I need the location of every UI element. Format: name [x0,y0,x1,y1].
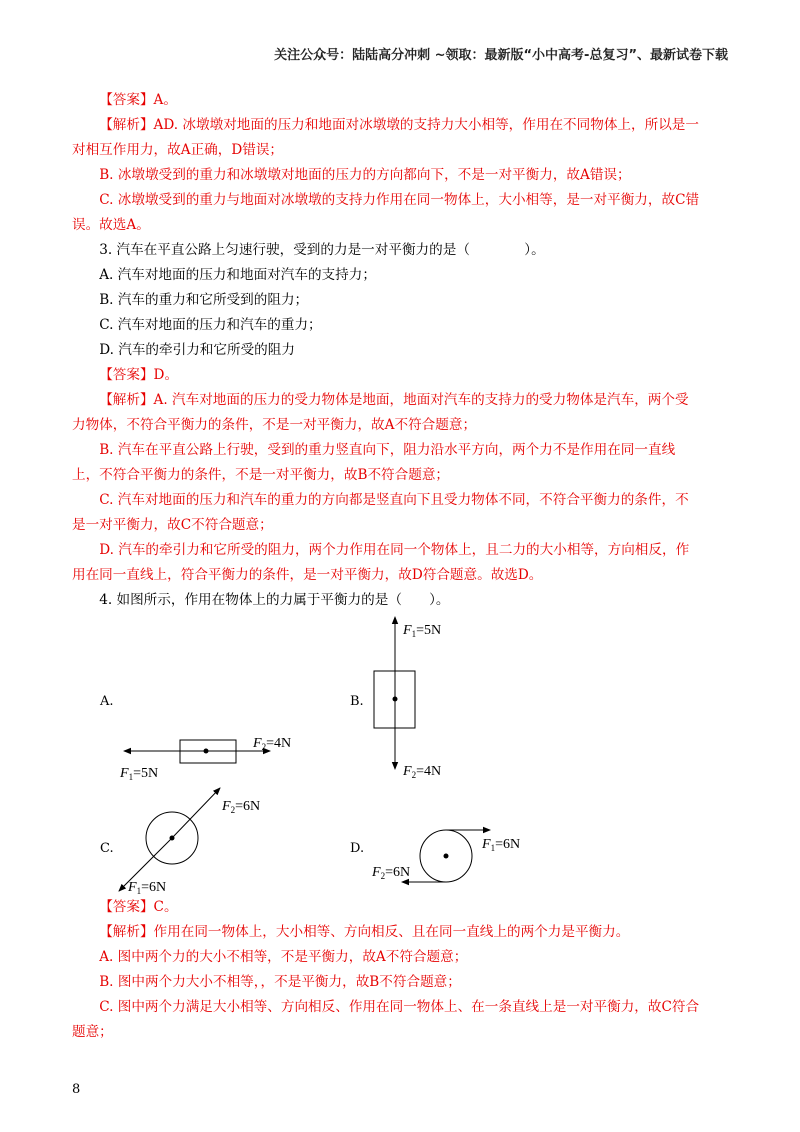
label-c-f2: $F_2=6N$ [222,799,261,815]
force-diagrams [72,613,728,895]
q3-analysis-line: 用在同一直线上，符合平衡力的条件，是一对平衡力，故D符合题意。故选D。 [72,567,543,583]
q3-stem: 3. 汽车在平直公路上匀速行驶，受到的力是一对平衡力的是（ ）。 [99,242,545,258]
q3-analysis-line: 【解析】A. 汽车对地面的压力的受力物体是地面，地面对汽车的支持力的受力物体是汽车，两个受 [99,392,689,408]
q3-option-d: D. 汽车的牵引力和它所受的阻力 [99,342,295,358]
q3-analysis-line: 力物体，不符合平衡力的条件，不是一对平衡力，故A不符合题意； [72,417,477,433]
q3-analysis-line: D. 汽车的牵引力和它所受的阻力，两个力作用在同一个物体上，且二力的大小相等，方向相反，作 [99,542,690,558]
q4-answer: 【答案】C。 [99,899,178,915]
label-c-f1: $F_1=6N$ [128,880,167,895]
q3-analysis-line: 是一对平衡力，故C不符合题意； [72,517,273,533]
option-b-label: B. [350,694,364,709]
label-b-f2: $F_2=4N$ [403,764,442,780]
q3-answer: 【答案】D。 [99,367,179,383]
option-c-label: C. [100,841,114,856]
q3-option-a: A. 汽车对地面的压力和地面对汽车的支持力； [99,267,376,283]
option-a-label: A. [100,694,114,709]
q2-answer: 【答案】A。 [99,92,177,108]
label-d-f2: $F_2=6N$ [372,865,411,881]
label-a-f1: $F_1=5N$ [120,766,159,782]
label-a-f2: $F_2=4N$ [253,736,292,752]
q4-stem: 4. 如图所示，作用在物体上的力属于平衡力的是（ ）。 [99,592,450,608]
q2-analysis-line: B. 冰墩墩受到的重力和冰墩墩对地面的压力的方向都向下，不是一对平衡力，故A错误； [99,167,631,183]
page-number: 8 [72,1082,81,1097]
label-b-f1: $F_1=5N$ [403,623,442,639]
q3-option-c: C. 汽车对地面的压力和汽车的重力； [99,317,322,333]
q4-analysis-line: 【解析】作用在同一物体上，大小相等、方向相反、且在同一直线上的两个力是平衡力。 [99,924,630,940]
q4-analysis-line: C. 图中两个力满足大小相等、方向相反、作用在同一物体上、在一条直线上是一对平衡力，故C符合 [99,999,700,1015]
q2-analysis-line: C. 冰墩墩受到的重力与地面对冰墩墩的支持力作用在同一物体上，大小相等，是一对平衡力，故C错 [99,192,700,208]
option-d-label: D. [350,841,365,856]
q3-analysis-line: B. 汽车在平直公路上行驶，受到的重力竖直向下，阻力沿水平方向，两个力不是作用在同一直线 [99,442,676,458]
page-content [72,88,728,1045]
diagram-b [374,617,441,780]
q3-analysis-line: 上，不符合平衡力的条件，不是一对平衡力，故B不符合题意； [72,467,450,483]
q4-analysis-line: A. 图中两个力的大小不相等，不是平衡力，故A不符合题意； [99,949,468,965]
q3-option-b: B. 汽车的重力和它所受到的阻力； [99,292,309,308]
q2-analysis-line: 误。故选A。 [72,217,150,233]
q2-analysis-line: 对相互作用力，故A正确，D错误； [72,142,284,158]
force-diagram-svg [72,613,728,895]
q4-analysis-line: 题意； [72,1024,113,1040]
diagram-a [119,736,291,782]
diagram-c [119,788,260,895]
point-d [444,854,449,859]
q3-analysis-line: C. 汽车对地面的压力和汽车的重力的方向都是竖直向下且受力物体不同，不符合平衡力的条件，不 [99,492,689,508]
q4-analysis-line: B. 图中两个力大小不相等，，不是平衡力，故B不符合题意； [99,974,461,990]
q2-analysis-line: 【解析】AD. 冰墩墩对地面的压力和地面对冰墩墩的支持力大小相等，作用在不同物体上，所以是一 [99,117,699,133]
diagram-d [371,830,520,882]
page-header: 关注公众号：陆陆高分冲刺 ~领取：最新版“小中高考-总复习”、最新试卷下载 [274,48,728,63]
label-d-f1: $F_1=6N$ [482,837,521,853]
